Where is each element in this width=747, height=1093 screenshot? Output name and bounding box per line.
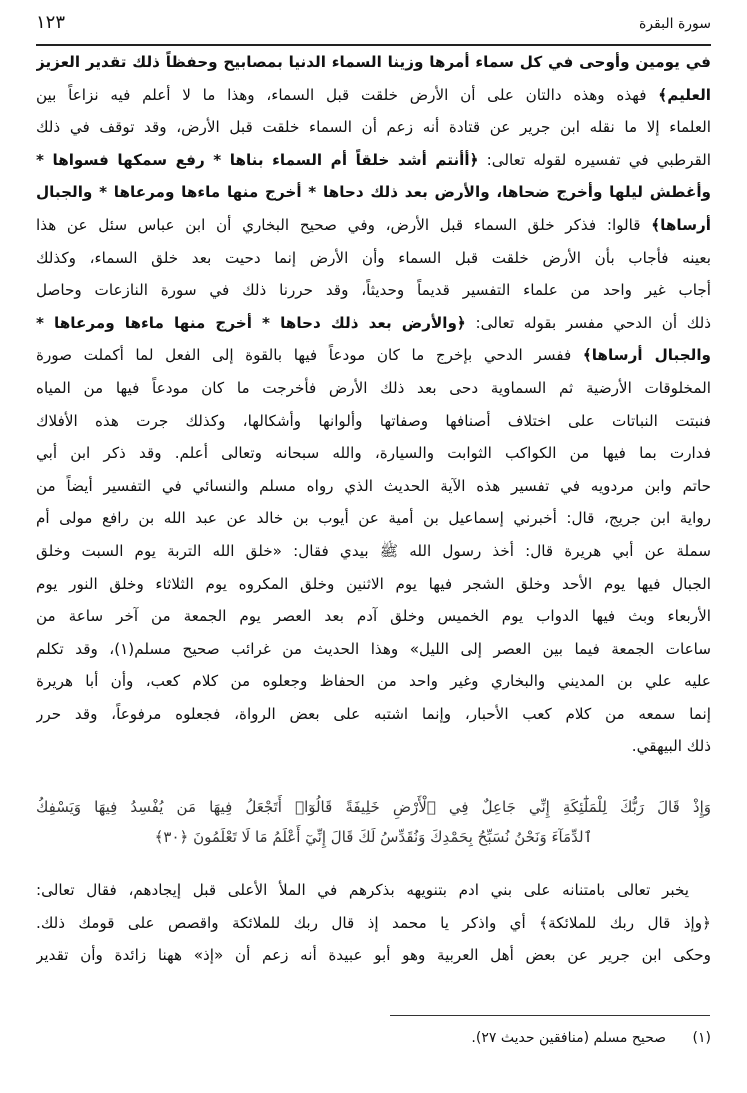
footnote-rule [390, 1015, 710, 1016]
text-line [36, 874, 711, 907]
text-line [36, 502, 711, 535]
surah-title: سورة البقرة [638, 16, 711, 32]
footnote [471, 1030, 711, 1046]
text-line [36, 907, 711, 940]
line-text: فدارت بما فيها من الكواكب الثوابت والسيارة، والله سبحانه وتعالى أعلم. وقد ذكر ابن أبي [36, 444, 711, 463]
footnote-number: (١) [692, 1030, 711, 1046]
quoted-verse-text: وأغطش ليلها وأخرج ضحاها، والأرض بعد ذلك دحاها * أخرج منها ماءها ومرعاها * والجبال [36, 183, 711, 202]
text-line [36, 535, 711, 568]
line-text: إنما سمعه من كلام كعب الأحبار، وإنما اشتبه على بعض الرواة، فجعلوه مرفوعاً، وقد حرر [36, 704, 711, 723]
quoted-verse-text: أرساها﴾ [651, 215, 711, 234]
line-text: وَإِذْ قَالَ رَبُّكَ لِلْمَلَٰٓئِكَةِ إِنِّي جَاعِلٌ فِي ٱلْأَرْضِ خَلِيفَةً قَالُوٓا۟ أَتَجْعَلُ فِيهَا مَن يُفْسِدُ فِيهَا وَيَسْفِكُ [36, 798, 711, 816]
text-line [36, 209, 711, 242]
quoted-verse-text: ﴿والأرض بعد ذلك دحاها * أخرج منها ماءها ومرعاها * [36, 313, 466, 332]
line-text: بعينه فأجاب بأن الأرض خلقت قبل السماء وأن الأرض إنما دحيت بعد خلق السماء، وكذلك [36, 248, 711, 267]
text-line [36, 698, 711, 731]
text-line [36, 339, 711, 372]
text-line [36, 79, 711, 112]
line-text: ٱلدِّمَآءَ وَنَحْنُ نُسَبِّحُ بِحَمْدِكَ وَنُقَدِّسُ لَكَ قَالَ إِنِّيٓ أَعْلَمُ مَا لَا تَعْلَمُونَ ﴿٣٠﴾ [154, 828, 593, 846]
line-text: ساعات الجمعة فيما بين العصر إلى الليل» وهذا الحديث من غرائب صحيح مسلم(١)، وقد تكلم [36, 639, 711, 658]
line-text: أجاب غير واحد من علماء التفسير قديماً وحديثاً، وقد حررنا ذلك في سورة النازعات وحاصل [36, 281, 711, 300]
page-header [36, 10, 711, 40]
line-text: سملة عن أبي هريرة قال: أخذ رسول الله ﷺ بيدي فقال: «خلق الله التربة يوم السبت وخلق [36, 541, 711, 560]
line-text: القرطبي في تفسيره لقوله تعالى: [478, 150, 711, 169]
line-text: العلماء إلا ما نقله ابن جرير عن قتادة أنه زعم أن السماء خلقت قبل الأرض، وقد توقف في ذلك [36, 118, 711, 137]
text-line [36, 470, 711, 503]
text-line [36, 405, 711, 438]
line-text: ذلك البيهقي. [631, 737, 711, 756]
line-text: قالوا: فذكر خلق السماء قبل الأرض، وفي صحيح البخاري أن ابن عباس سئل عن هذا [36, 215, 652, 234]
line-text: يخبر تعالى بامتنانه على بني ادم بتنويهه بذكرهم في الملأ الأعلى قبل إيجادهم، فقال تعالى: [36, 881, 689, 899]
quran-verse [36, 792, 711, 852]
text-line [36, 372, 711, 405]
line-text: الأربعاء وبث فيها الدواب يوم الخميس وخلق آدم بعد العصر يوم الجمعة من آخر ساعة من [36, 607, 711, 626]
text-line [36, 176, 711, 209]
line-text: ذلك أن الدحي مفسر بقوله تعالى: [465, 313, 711, 332]
line-text: فهذه وهذه دالتان على أن الأرض خلقت قبل السماء، وهذا ما لا أعلم فيه نزاعاً بين [36, 85, 659, 104]
text-line [36, 242, 711, 275]
line-text: فنبتت النباتات على اختلاف أصنافها وصفاتها وألوانها وأشكالها، وكذلك جرت هذه الأفلاك [36, 411, 711, 430]
footnote-text: صحيح مسلم (منافقين حديث ٢٧). [471, 1030, 667, 1046]
quoted-verse-text: ﴿أأنتم أشد خلقاً أم السماء بناها * رفع سمكها فسواها * [36, 150, 479, 169]
quoted-verse-text: في يومين وأوحى في كل سماء أمرها وزينا السماء الدنيا بمصابيح وحفظاً ذلك تقدير العزيز [36, 53, 711, 71]
text-line [36, 111, 711, 144]
text-line [36, 792, 711, 822]
text-line [36, 144, 711, 177]
text-line [36, 730, 711, 763]
line-text: حاتم وابن مردويه في تفسير هذه الآية الحديث الذي رواه مسلم والنسائي في التفسير أيضاً من [36, 476, 711, 495]
line-text: عليه علي بن المديني والبخاري وغير واحد من الحفاظ وجعلوه من كلام كعب، وأن أبا هريرة [36, 672, 711, 691]
text-line [36, 633, 711, 666]
quoted-verse-text: والجبال أرساها﴾ [582, 346, 711, 365]
text-line [36, 822, 711, 852]
line-text: المخلوقات الأرضية ثم السماوية دحى بعد ذلك الأرض فأخرجت ما كان مودعاً فيها من المياه [36, 378, 711, 397]
line-text: الجبال فيها يوم الأحد وخلق الشجر فيها يوم الاثنين وخلق المكروه يوم الثلاثاء وخلق النور يوم [36, 574, 711, 593]
line-text: ﴿وإذ قال ربك للملائكة﴾ أي واذكر يا محمد إذ قال ربك للملائكة واقصص على قومك ذلك. [36, 913, 711, 932]
line-text: ففسر الدحي بإخرج ما كان مودعاً فيها بالقوة إلى الفعل لما أكملت صورة [36, 346, 583, 365]
quoted-verse-text: العليم﴾ [658, 85, 711, 104]
text-line [36, 665, 711, 698]
line-text: وحكى ابن جرير عن بعض أهل العربية وهو أبو عبيدة أنه زعم أن «إذ» ههنا زائدة وأن تقدير [36, 946, 711, 965]
commentary-paragraph-1 [36, 46, 711, 763]
text-line [36, 274, 711, 307]
commentary-paragraph-2 [36, 874, 711, 972]
line-text: رواية ابن جريج، قال: أخبرني إسماعيل بن أمية عن أيوب بن خالد عن عبد الله بن رافع مولى أم [36, 509, 711, 528]
text-line [36, 307, 711, 340]
text-line [36, 600, 711, 633]
text-line [36, 568, 711, 601]
text-line [36, 939, 711, 972]
page-number: ١٢٣ [36, 12, 66, 33]
text-line [36, 437, 711, 470]
text-line [36, 46, 711, 79]
